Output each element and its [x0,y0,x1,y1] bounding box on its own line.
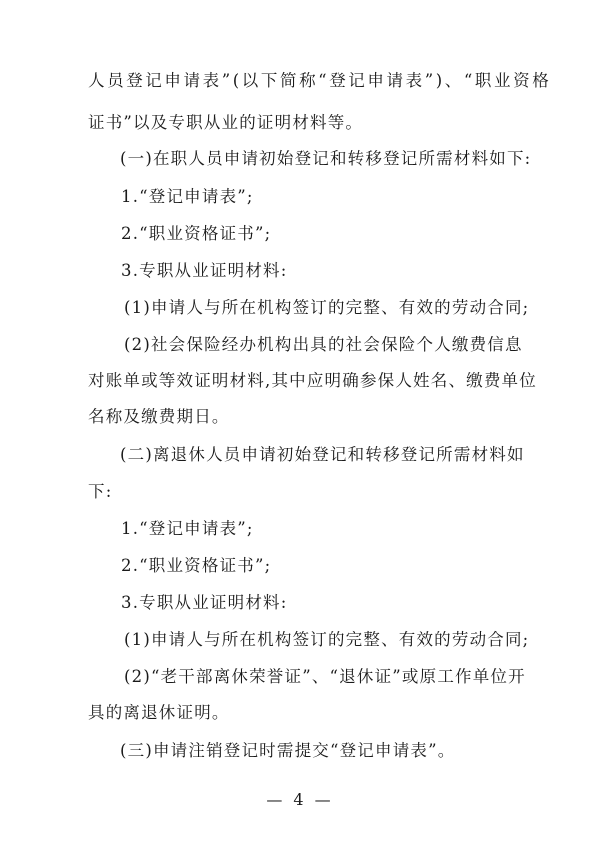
list-item: (1)申请人与所在机构签订的完整、有效的劳动合同; [124,298,530,317]
paragraph-line: 对账单或等效证明材料,其中应明确参保人姓名、缴费单位 [88,371,537,390]
section-heading: (一)在职人员申请初始登记和转移登记所需材料如下: [120,149,532,168]
list-item: 3.专职从业证明材料: [121,261,288,280]
paragraph-line: 具的离退休证明。 [88,703,230,722]
list-item: (2)“老干部离休荣誉证”、“退休证”或原工作单位开 [124,667,526,686]
paragraph-line: 人员登记申请表”(以下简称“登记申请表”)、“职业资格 [88,71,552,90]
list-item: 2.“职业资格证书”; [121,224,272,243]
list-item: 2.“职业资格证书”; [121,556,272,575]
list-item: (2)社会保险经办机构出具的社会保险个人缴费信息 [124,335,523,354]
paragraph-line: 名称及缴费期日。 [88,407,230,426]
list-item: 3.专职从业证明材料: [121,593,288,612]
list-item: 1.“登记申请表”; [121,519,254,538]
list-item: 1.“登记申请表”; [121,187,254,206]
paragraph-line: 证书”以及专职从业的证明材料等。 [88,113,364,132]
section-heading: (三)申请注销登记时需提交“登记申请表”。 [120,741,456,760]
paragraph-line: 下: [88,482,113,501]
page-number: — 4 — [266,790,334,809]
list-item: (1)申请人与所在机构签订的完整、有效的劳动合同; [124,630,530,649]
section-heading: (二)离退休人员申请初始登记和转移登记所需材料如 [120,445,525,464]
